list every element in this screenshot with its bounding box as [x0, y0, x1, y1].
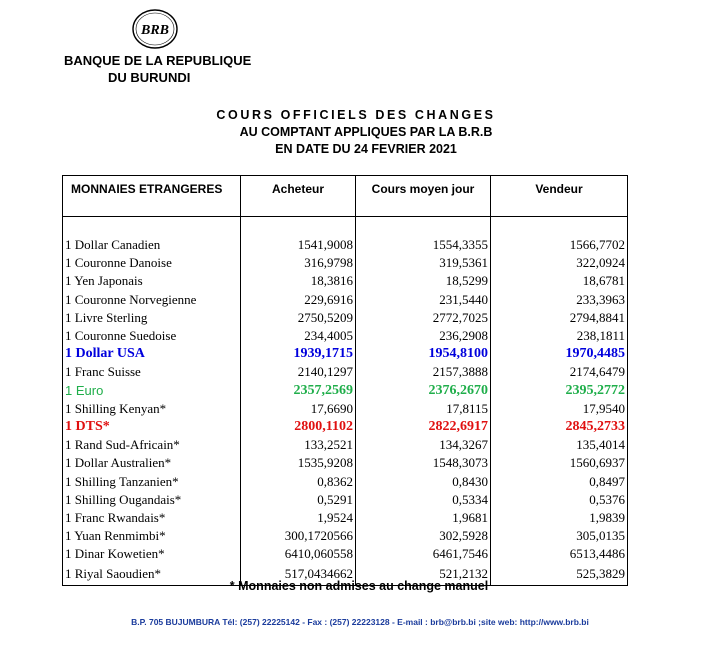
footnote: [0, 579, 720, 593]
buy-rate-cell: 1541,9008: [241, 236, 356, 254]
sell-rate-cell: 305,0135: [491, 527, 628, 545]
currency-name-cell: 1 Franc Suisse: [63, 363, 241, 381]
table-row: [63, 545, 628, 563]
table-row: [63, 491, 628, 509]
bank-name-line2: DU BURUNDI: [108, 70, 191, 85]
mid-rate-cell: 1548,3073: [356, 454, 491, 472]
title-date: EN DATE DU 24 FEVRIER 2021: [275, 142, 457, 156]
table-body: [63, 217, 628, 586]
buy-rate-cell: 0,5291: [241, 491, 356, 509]
buy-rate-cell: 6410,060558: [241, 545, 356, 563]
table-row: [63, 363, 628, 381]
sell-rate-cell: 2174,6479: [491, 363, 628, 381]
sell-rate-cell: 18,6781: [491, 272, 628, 290]
mid-rate-cell: 521,2132: [356, 563, 491, 586]
currency-name-cell: 1 Shilling Tanzanien*: [63, 472, 241, 490]
buy-rate-cell: 234,4005: [241, 327, 356, 345]
table-row: [63, 327, 628, 345]
buy-rate-cell: 1939,1715: [241, 345, 356, 363]
sell-rate-cell: 135,4014: [491, 436, 628, 454]
currency-name-cell: 1 Dollar Canadien: [63, 236, 241, 254]
currency-name-cell: 1 Euro: [63, 382, 241, 400]
mid-rate-cell: 1,9681: [356, 509, 491, 527]
sell-rate-cell: 0,5376: [491, 491, 628, 509]
currency-name-cell: 1 Livre Sterling: [63, 309, 241, 327]
brb-logo: [130, 8, 180, 50]
table-row: [63, 382, 628, 400]
mid-rate-cell: 17,8115: [356, 400, 491, 418]
table-spacer-row: [63, 217, 628, 237]
mid-rate-cell: 0,8430: [356, 472, 491, 490]
mid-rate-cell: 2772,7025: [356, 309, 491, 327]
sell-rate-cell: 238,1811: [491, 327, 628, 345]
footnote-text: * Monnaies non admises au change manuel: [229, 579, 489, 593]
mid-rate-cell: 18,5299: [356, 272, 491, 290]
currency-name-cell: 1 Shilling Ougandais*: [63, 491, 241, 509]
mid-rate-cell: 2157,3888: [356, 363, 491, 381]
buy-rate-cell: 1,9524: [241, 509, 356, 527]
sell-rate-cell: 525,3829: [491, 563, 628, 586]
table-row: [63, 291, 628, 309]
table-header-row: [63, 176, 628, 217]
buy-rate-cell: 2750,5209: [241, 309, 356, 327]
sell-rate-cell: 322,0924: [491, 254, 628, 272]
buy-rate-cell: 2140,1297: [241, 363, 356, 381]
currency-name-cell: 1 Dinar Kowetien*: [63, 545, 241, 563]
sell-rate-cell: 2794,8841: [491, 309, 628, 327]
table-row: [63, 272, 628, 290]
sell-rate-cell: 1,9839: [491, 509, 628, 527]
currency-name-cell: 1 Dollar USA: [63, 345, 241, 363]
exchange-rates-table: [62, 175, 628, 586]
column-header-buy: Acheteur: [241, 176, 356, 217]
buy-rate-cell: 0,8362: [241, 472, 356, 490]
table-row: [63, 527, 628, 545]
title-line2: AU COMPTANT APPLIQUES PAR LA B.R.B: [239, 125, 493, 139]
table-row: [63, 436, 628, 454]
buy-rate-cell: 300,1720566: [241, 527, 356, 545]
column-header-mid: Cours moyen jour: [356, 176, 491, 217]
table-row: [63, 345, 628, 363]
currency-name-cell: 1 Shilling Kenyan*: [63, 400, 241, 418]
currency-name-cell: 1 DTS*: [63, 418, 241, 436]
mid-rate-cell: 319,5361: [356, 254, 491, 272]
sell-rate-cell: 0,8497: [491, 472, 628, 490]
currency-name-cell: 1 Couronne Danoise: [63, 254, 241, 272]
buy-rate-cell: 2800,1102: [241, 418, 356, 436]
table-row: [63, 309, 628, 327]
bank-name-line1: BANQUE DE LA REPUBLIQUE: [64, 53, 252, 68]
currency-name-cell: 1 Franc Rwandais*: [63, 509, 241, 527]
mid-rate-cell: 302,5928: [356, 527, 491, 545]
buy-rate-cell: 1535,9208: [241, 454, 356, 472]
sell-rate-cell: 2395,2772: [491, 382, 628, 400]
currency-name-cell: 1 Couronne Norvegienne: [63, 291, 241, 309]
sell-rate-cell: 233,3963: [491, 291, 628, 309]
sell-rate-cell: 1560,6937: [491, 454, 628, 472]
sell-rate-cell: 17,9540: [491, 400, 628, 418]
currency-name-cell: 1 Riyal Saoudien*: [63, 563, 241, 586]
bank-name: [64, 52, 251, 86]
buy-rate-cell: 18,3816: [241, 272, 356, 290]
table-row: [63, 236, 628, 254]
table-row: [63, 472, 628, 490]
buy-rate-cell: 2357,2569: [241, 382, 356, 400]
currency-name-cell: 1 Couronne Suedoise: [63, 327, 241, 345]
sell-rate-cell: 1566,7702: [491, 236, 628, 254]
column-header-sell: Vendeur: [491, 176, 628, 217]
title-line1: COURS OFFICIELS DES CHANGES: [216, 108, 496, 122]
table-row: [63, 454, 628, 472]
mid-rate-cell: 231,5440: [356, 291, 491, 309]
mid-rate-cell: 0,5334: [356, 491, 491, 509]
currency-name-cell: 1 Rand Sud-Africain*: [63, 436, 241, 454]
table-row: [63, 400, 628, 418]
svg-text:BRB: BRB: [140, 23, 170, 38]
buy-rate-cell: 316,9798: [241, 254, 356, 272]
mid-rate-cell: 134,3267: [356, 436, 491, 454]
mid-rate-cell: 6461,7546: [356, 545, 491, 563]
currency-name-cell: 1 Dollar Australien*: [63, 454, 241, 472]
table-row: [63, 254, 628, 272]
column-header-currency: MONNAIES ETRANGERES: [63, 176, 241, 217]
mid-rate-cell: 236,2908: [356, 327, 491, 345]
table-row: [63, 418, 628, 436]
table-row: [63, 509, 628, 527]
currency-name-cell: 1 Yen Japonais: [63, 272, 241, 290]
buy-rate-cell: 133,2521: [241, 436, 356, 454]
buy-rate-cell: 517,0434662: [241, 563, 356, 586]
mid-rate-cell: 1554,3355: [356, 236, 491, 254]
buy-rate-cell: 229,6916: [241, 291, 356, 309]
contact-footer: B.P. 705 BUJUMBURA Tél: (257) 22225142 - Fax : (257) 22223128 - E-mail : brb@brb.bi ;site web: http://www.brb.bi: [131, 617, 589, 627]
sell-rate-cell: 6513,4486: [491, 545, 628, 563]
buy-rate-cell: 17,6690: [241, 400, 356, 418]
sell-rate-cell: 2845,2733: [491, 418, 628, 436]
document-title: [0, 107, 720, 158]
mid-rate-cell: 1954,8100: [356, 345, 491, 363]
sell-rate-cell: 1970,4485: [491, 345, 628, 363]
currency-name-cell: 1 Yuan Renmimbi*: [63, 527, 241, 545]
mid-rate-cell: 2822,6917: [356, 418, 491, 436]
mid-rate-cell: 2376,2670: [356, 382, 491, 400]
